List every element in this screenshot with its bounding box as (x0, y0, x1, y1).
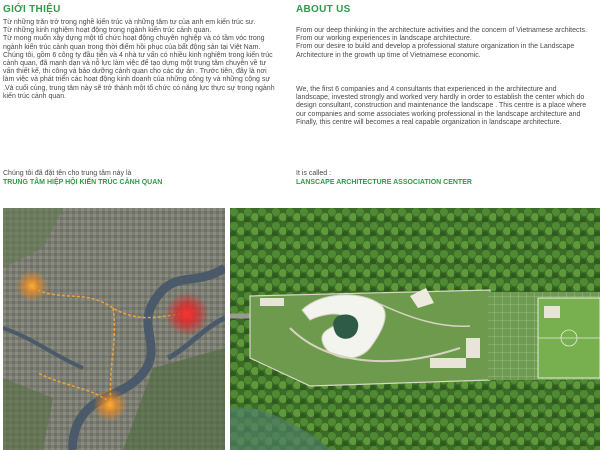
site-plan-graphic (230, 208, 600, 450)
closing-text-vi: Chúng tôi đã đặt tên cho trung tâm này là (3, 170, 132, 177)
intro-paragraph-en-2: We, the first 6 companies and 4 consultants that experienced in the architecture and landscape, invested strongly and worked very hardly in order to establish the center which do design consultant, construction and maintenance the landscape . This centre is a place where our companies and some associates working professional in the landscape architecture and Finally, this centre will becomes a real capable organization in landscape architecture. (296, 86, 587, 126)
city-map-graphic (3, 208, 225, 450)
site-plan-aerial-image (230, 208, 600, 450)
intro-heading-vi: GIỚI THIỆU (3, 4, 61, 15)
center-name-en: LANSCAPE ARCHITECTURE ASSOCIATION CENTER (296, 179, 472, 186)
intro-paragraph-vi: Từ những kinh nghiệm hoạt động trong ngành kiến trúc cảnh quan. (3, 27, 212, 35)
center-name-vi: TRUNG TÂM HIỆP HỘI KIẾN TRÚC CẢNH QUAN (3, 179, 163, 186)
intro-paragraph-vi: Từ mong muốn xây dựng một tổ chức hoạt động chuyên nghiệp và có tầm vóc trong ngành kiến trúc cảnh quan trong thời điểm hồi phục của bất động sản tại Việt Nam. (3, 35, 265, 51)
intro-body-vi (3, 19, 279, 101)
intro-heading-en: ABOUT US (296, 4, 351, 15)
intro-paragraph-en: From our deep thinking in the architecture activities and the concern of Vietnamese architects. (296, 27, 587, 34)
closing-text-en: It is called : (296, 170, 332, 177)
intro-paragraph-vi: Từ những trăn trở trong nghề kiến trúc và những tâm tư của anh em kiến trúc sư. (3, 19, 256, 26)
center-location-marker (165, 292, 209, 336)
intro-paragraph-vi: Chúng tôi, gồm 6 công ty đầu tiên và 4 nhà tư vấn có nhiều kinh nghiệm trong kiến trúc cảnh quan, đã mạnh dạn và nỗ lực làm việc để tạo dựng một trung tâm chuyên về tư vấn thiết kế, thi công và bảo dưỡng cảnh quan cho các dự án . Trước tiên, đây là nơi làm việc và phát triển các hoạt động kinh doanh của những công ty và những cộng sự .Và cuối cùng, trung tâm này sẽ trở thành một tổ chức có năng lực thực sự trong ngành kiến trúc cảnh quan. (3, 51, 275, 100)
intro-paragraph-en: From our working experiences in landscape architecture. (296, 35, 472, 43)
site-location-marker (16, 270, 48, 302)
intro-paragraph-en: From our desire to build and develop a professional stature organization in the Landscape Architecture in the growth up time of Vietnamese economic. (296, 43, 575, 59)
intro-body-en (296, 27, 588, 60)
city-satellite-map-image (3, 208, 225, 450)
site-location-marker (93, 388, 127, 422)
